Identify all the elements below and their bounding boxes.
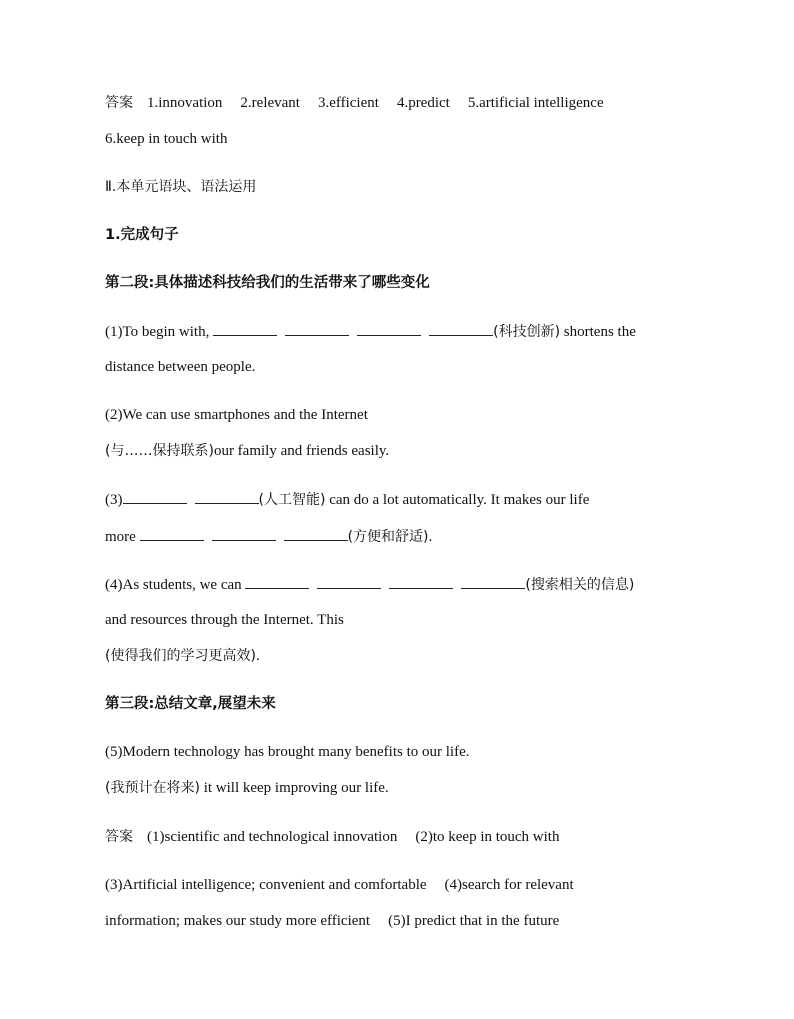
answer-blank[interactable] xyxy=(123,489,187,504)
question-3-cont: more (方便和舒适). xyxy=(105,526,432,547)
answer-blank[interactable] xyxy=(284,526,348,541)
answer-blank[interactable] xyxy=(389,574,453,589)
question-4-cont: and resources through the Internet. This xyxy=(105,612,344,628)
hint-text: (搜索相关的信息) xyxy=(525,577,635,593)
answer-blank[interactable] xyxy=(317,574,381,589)
answer-item: 5.artificial intelligence xyxy=(467,95,604,111)
answer-blank[interactable] xyxy=(245,574,309,589)
answer-blank[interactable] xyxy=(212,526,276,541)
answer-blank[interactable] xyxy=(357,321,421,336)
answer-item: 4.predict xyxy=(396,95,450,111)
question-5-cont: (我预计在将来) it will keep improving our life. xyxy=(105,780,389,796)
question-4: (4)As students, we can (搜索相关的信息) xyxy=(105,574,634,595)
paragraph-heading-3: 第三段:总结文章,展望未来 xyxy=(105,696,276,712)
hint-text: (方便和舒适) xyxy=(347,529,429,545)
hint-text: (使得我们的学习更高效) xyxy=(105,648,256,664)
question-2: (2)We can use smartphones and the Internet xyxy=(105,407,368,423)
answer-block-2-line-3: information; makes our study more efficient (5)I predict that in the future xyxy=(105,913,560,929)
question-5: (5)Modern technology has brought many benefits to our life. xyxy=(105,744,470,760)
question-4-cont-2: (使得我们的学习更高效). xyxy=(105,648,260,664)
question-1-cont: distance between people. xyxy=(105,359,256,375)
section-title: Ⅱ.本单元语块、语法运用 xyxy=(105,179,257,195)
hint-text: (科技创新) xyxy=(493,324,561,340)
answer-blank[interactable] xyxy=(213,321,277,336)
paragraph-heading-2: 第二段:具体描述科技给我们的生活带来了哪些变化 xyxy=(105,275,430,291)
answer-blank[interactable] xyxy=(140,526,204,541)
answer-block-2-line-2: (3)Artificial intelligence; convenient and comfortable (4)search for relevant xyxy=(105,877,574,893)
answer-item: 2.relevant xyxy=(240,95,300,111)
answer-blank[interactable] xyxy=(461,574,525,589)
question-1: (1)To begin with, (科技创新) shortens the xyxy=(105,321,636,342)
answer-line-2: 6.keep in touch with xyxy=(105,131,228,147)
answer-label: 答案 xyxy=(105,95,133,111)
answer-block-2-line-1: 答案 (1)scientific and technological innovation (2)to keep in touch with xyxy=(105,829,560,845)
answer-item: 3.efficient xyxy=(317,95,379,111)
question-3: (3) (人工智能) can do a lot automatically. It makes our life xyxy=(105,489,589,510)
hint-text: (与……保持联系) xyxy=(105,443,214,459)
subsection-title: 1.完成句子 xyxy=(105,227,179,243)
answer-line-1 xyxy=(105,93,604,113)
answer-label: 答案 xyxy=(105,829,133,845)
hint-text: (人工智能) xyxy=(258,492,326,508)
answer-blank[interactable] xyxy=(429,321,493,336)
hint-text: (我预计在将来) xyxy=(105,780,200,796)
question-2-cont: (与……保持联系)our family and friends easily. xyxy=(105,443,390,459)
answer-item: 1.innovation xyxy=(147,95,223,111)
answer-blank[interactable] xyxy=(195,489,259,504)
answer-blank[interactable] xyxy=(285,321,349,336)
